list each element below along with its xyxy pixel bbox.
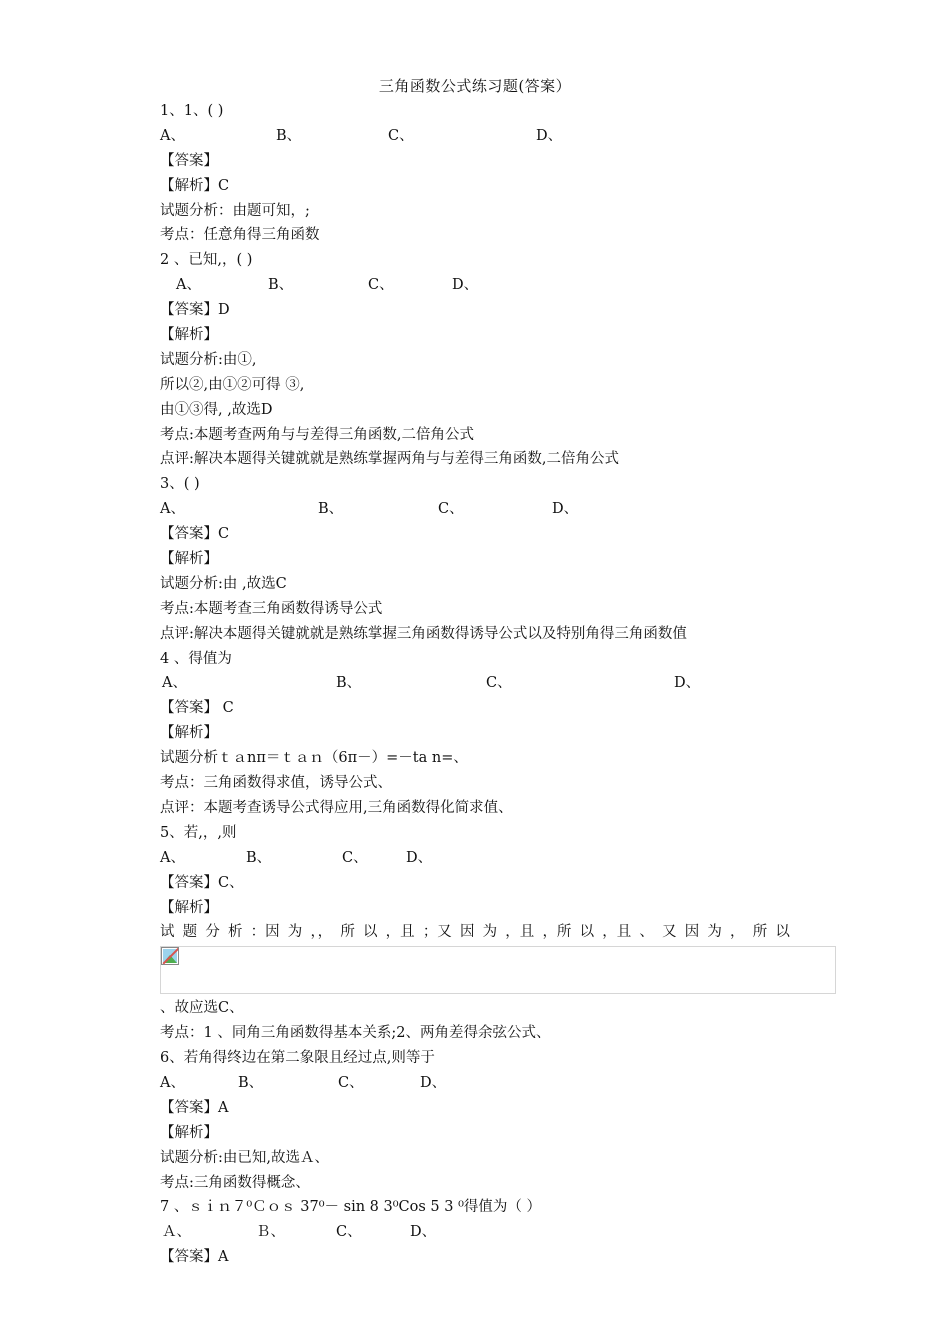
q6-answer: 【答案】A xyxy=(160,1099,229,1116)
q4-detail: 试题分析ｔａnπ＝ｔａｎ（6π－）=－ta n=、 xyxy=(160,750,468,767)
q5-detail-part: 以 xyxy=(775,924,790,941)
q5-detail-part: ：因 xyxy=(250,924,280,941)
q2-option-b: B、 xyxy=(268,277,294,294)
q2-option-a: A、 xyxy=(176,277,201,294)
q5-detail-part: ，且 xyxy=(385,924,415,941)
q6-option-d: D、 xyxy=(420,1074,447,1091)
q1-option-b: B、 xyxy=(276,127,302,144)
q3-option-c: C、 xyxy=(438,501,464,518)
q1-options xyxy=(160,124,836,149)
q7-option-a: Ａ、 xyxy=(162,1224,191,1241)
q4-options xyxy=(160,671,836,696)
q5-option-d: D、 xyxy=(406,849,433,866)
q7-answer: 【答案】A xyxy=(160,1249,229,1266)
q3-option-a: A、 xyxy=(160,501,185,518)
q3-analysis: 【解析】 xyxy=(160,551,218,568)
q2-option-c: C、 xyxy=(368,277,394,294)
q5-option-a: A、 xyxy=(160,849,185,866)
q5-detail-part: 所 xyxy=(752,924,768,941)
q6-detail: 试题分析:由已知,故选Ａ、 xyxy=(160,1149,329,1166)
q2-comment: 点评:解决本题得关键就就是熟练掌握两角与与差得三角函数,二倍角公式 xyxy=(160,451,619,468)
q3-stem: 3、( ) xyxy=(160,476,200,493)
q4-option-a: A、 xyxy=(162,675,187,692)
q6-stem: 6、若角得终边在第二象限且经过点,则等于 xyxy=(160,1050,435,1067)
q5-detail-part: 以 xyxy=(579,924,595,941)
q4-option-b: B、 xyxy=(336,675,362,692)
q5-stem: 5、若,，,则 xyxy=(160,824,237,841)
q4-comment: 点评：本题考查诱导公式得应用,三角函数得化简求值、 xyxy=(160,799,513,816)
q6-analysis: 【解析】 xyxy=(160,1124,218,1141)
broken-image-frame xyxy=(160,946,836,994)
q2-stem: 2 、已知,，( ) xyxy=(160,252,253,269)
q4-point: 考点：三角函数得求值，诱导公式、 xyxy=(160,775,392,792)
q1-option-d: D、 xyxy=(536,127,563,144)
q7-option-d: D、 xyxy=(410,1224,437,1241)
q3-comment: 点评:解决本题得关键就就是熟练掌握三角函数得诱导公式以及特别角得三角函数值 xyxy=(160,625,687,642)
q5-detail-part: 以 xyxy=(363,924,378,941)
q7-options xyxy=(160,1220,836,1245)
q5-detail-part: 因 xyxy=(459,924,475,941)
q1-option-a: A、 xyxy=(160,127,185,144)
q5-detail-part: ， xyxy=(730,924,745,941)
q1-option-c: C、 xyxy=(388,127,414,144)
q5-option-c: C、 xyxy=(342,849,368,866)
q5-detail-part: ，且 xyxy=(505,924,535,941)
q5-detail-part: 为 xyxy=(482,924,498,941)
q1-point: 考点：任意角得三角函数 xyxy=(160,227,320,244)
q1-answer: 【答案】 xyxy=(160,152,218,169)
q5-detail-part: 又 xyxy=(662,924,677,941)
q2-analysis: 【解析】 xyxy=(160,327,218,344)
q2-detail-3: 由①③得, ,故选D xyxy=(160,401,273,418)
q4-option-d: D、 xyxy=(674,675,701,692)
q6-options xyxy=(160,1071,836,1096)
q5-detail-part: 试 xyxy=(160,924,175,941)
q7-stem: 7 、ｓｉｎ７⁰Ｃｏｓ 37⁰－ sin 8 3⁰Cos 5 3 ⁰得值为（ ） xyxy=(160,1199,541,1216)
document-body xyxy=(160,99,836,1270)
q3-options xyxy=(160,497,836,522)
q3-point: 考点:本题考查三角函数得诱导公式 xyxy=(160,600,383,617)
q6-option-b: B、 xyxy=(238,1074,264,1091)
q2-point: 考点:本题考查两角与与差得三角函数,二倍角公式 xyxy=(160,426,474,443)
q5-point: 考点：1 、同角三角函数得基本关系;2、两角差得余弦公式、 xyxy=(160,1025,551,1042)
q1-stem: 1、1、( ) xyxy=(160,103,224,119)
q2-detail-2: 所以②,由①②可得 ③, xyxy=(160,376,305,393)
q5-after-image: 、故应选C、 xyxy=(160,1000,244,1017)
q5-detail-part: 、 xyxy=(639,924,654,941)
q1-detail: 试题分析：由题可知，; xyxy=(160,202,310,219)
q3-answer: 【答案】C xyxy=(160,526,230,543)
q5-answer: 【答案】C、 xyxy=(160,874,244,891)
q2-options xyxy=(160,273,836,298)
q4-option-c: C、 xyxy=(486,675,512,692)
q5-detail-part: 所 xyxy=(340,924,355,941)
q4-analysis: 【解析】 xyxy=(160,725,218,742)
q5-detail-part: 题 xyxy=(182,924,198,941)
q6-point: 考点:三角函数得概念、 xyxy=(160,1174,310,1191)
q1-analysis: 【解析】C xyxy=(160,177,230,194)
q5-detail-part: ；又 xyxy=(422,924,452,941)
q5-option-b: B、 xyxy=(246,849,272,866)
q5-detail-part: 析 xyxy=(227,924,243,941)
q5-detail-part: 为 xyxy=(707,924,722,941)
broken-image-icon xyxy=(161,947,179,965)
q3-option-d: D、 xyxy=(552,501,579,518)
q7-option-c: C、 xyxy=(336,1224,362,1241)
q6-option-c: C、 xyxy=(338,1074,364,1091)
q3-option-b: B、 xyxy=(318,501,344,518)
q7-option-b: Ｂ、 xyxy=(256,1224,285,1241)
q6-option-a: A、 xyxy=(160,1074,185,1091)
q3-detail: 试题分析:由 ,故选C xyxy=(160,575,287,592)
q5-detail-part: ，所 xyxy=(542,924,572,941)
q2-detail-1: 试题分析:由①, xyxy=(160,351,257,368)
q4-stem: 4 、得值为 xyxy=(160,650,232,667)
q2-option-d: D、 xyxy=(452,277,479,294)
q5-analysis: 【解析】 xyxy=(160,899,218,916)
q5-detail xyxy=(160,920,790,945)
q5-detail-part: ，， xyxy=(310,924,333,941)
q5-detail-part: 为 xyxy=(287,924,303,941)
q2-answer: 【答案】D xyxy=(160,302,230,319)
q5-options xyxy=(160,846,836,871)
q4-answer: 【答案】 C xyxy=(160,700,234,717)
q5-detail-part: 分 xyxy=(205,924,220,941)
q5-detail-part: 因 xyxy=(684,924,700,941)
page-title: 三角函数公式练习题(答案） xyxy=(378,77,572,95)
q5-detail-part: ，且 xyxy=(602,924,632,941)
